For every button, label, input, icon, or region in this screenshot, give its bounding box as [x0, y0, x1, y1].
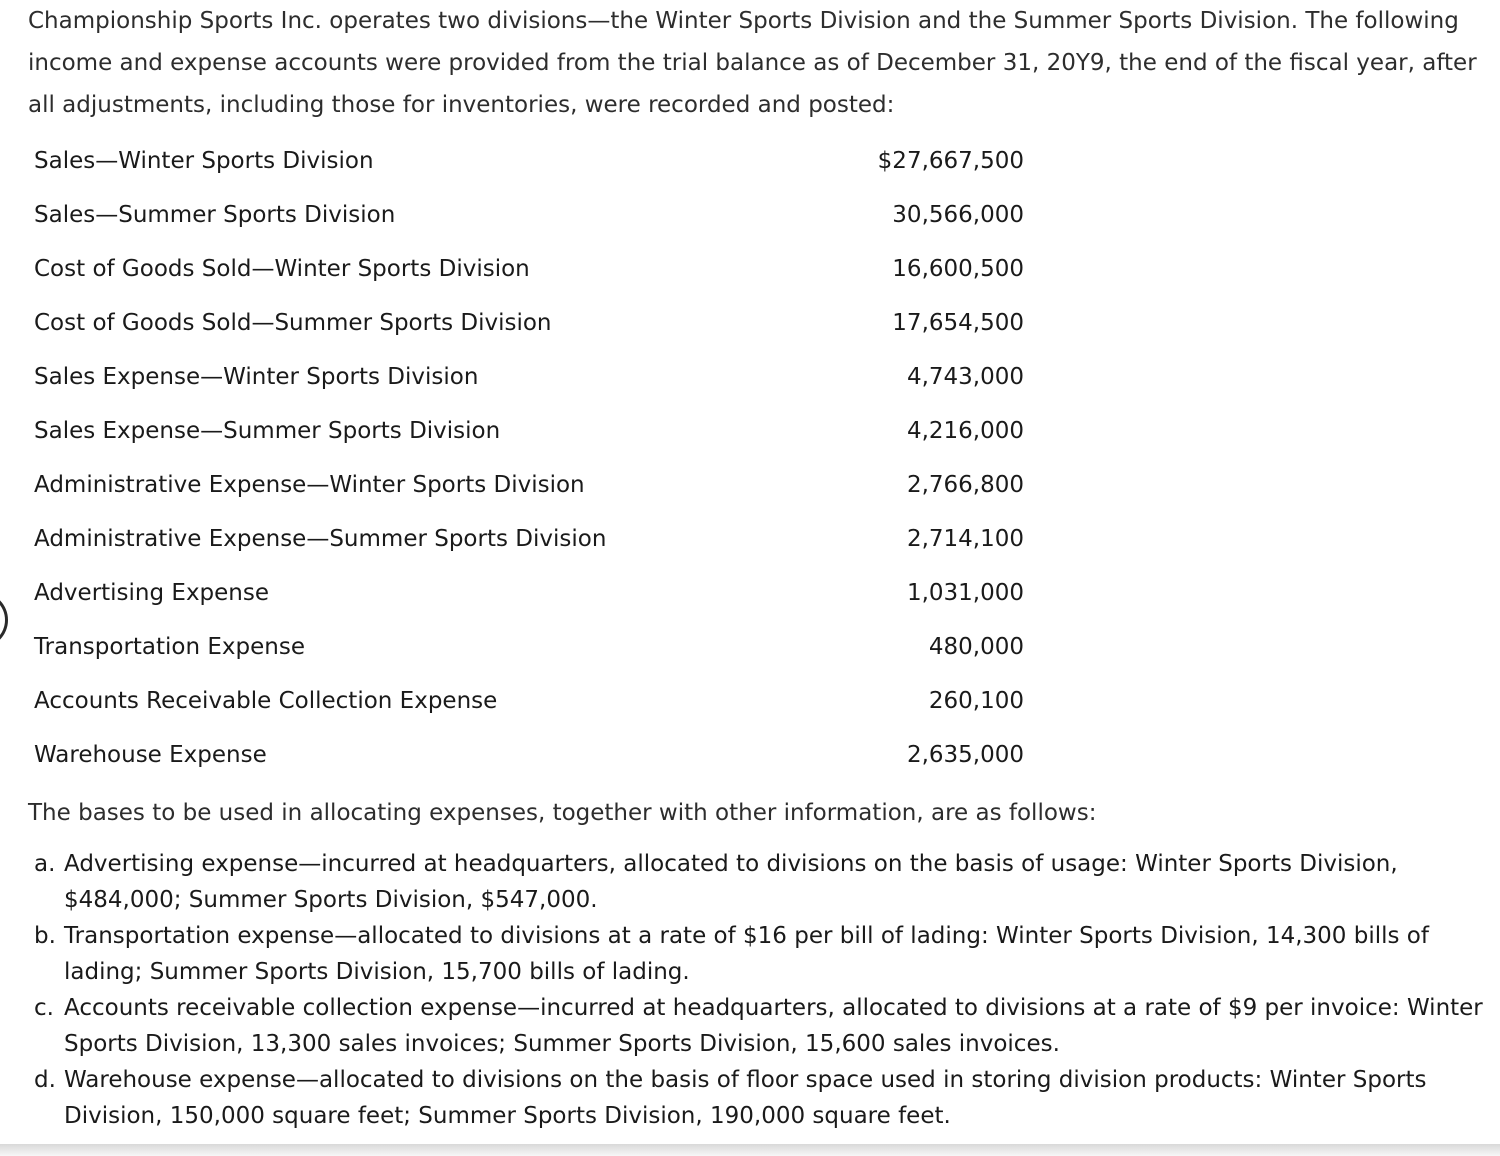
list-item	[34, 918, 1494, 990]
account-amount: 2,766,800	[906, 472, 1024, 498]
list-item-text: Warehouse expense—allocated to divisions on the basis of floor space used in storing division products: Winter Sports Division, 150,000 square feet; Summer Sports Division, 190,000 square feet.	[64, 1067, 1427, 1129]
account-label: Transportation Expense	[34, 634, 305, 660]
account-amount: $27,667,500	[877, 148, 1024, 174]
account-row	[34, 242, 1024, 296]
bottom-edge-divider	[0, 1144, 1500, 1156]
list-item	[34, 990, 1494, 1062]
account-label: Cost of Goods Sold—Summer Sports Division	[34, 310, 552, 336]
account-amount: 30,566,000	[892, 202, 1024, 228]
account-label: Administrative Expense—Winter Sports Division	[34, 472, 585, 498]
account-row	[34, 674, 1024, 728]
list-item-text: Accounts receivable collection expense—incurred at headquarters, allocated to divisions at a rate of $9 per invoice: Winter Sports Division, 13,300 sales invoices; Summer Sports Division, 15,600 sales invoices.	[64, 995, 1483, 1057]
account-label: Sales—Summer Sports Division	[34, 202, 396, 228]
account-row	[34, 566, 1024, 620]
account-amount: 260,100	[928, 688, 1024, 714]
account-amount: 4,216,000	[906, 418, 1024, 444]
account-row	[34, 512, 1024, 566]
bases-list	[34, 846, 1494, 1134]
account-label: Warehouse Expense	[34, 742, 267, 768]
account-row	[34, 134, 1024, 188]
account-row	[34, 188, 1024, 242]
account-label: Cost of Goods Sold—Winter Sports Division	[34, 256, 530, 282]
account-row	[34, 350, 1024, 404]
list-item-letter: d.	[34, 1067, 56, 1093]
account-amount: 4,743,000	[906, 364, 1024, 390]
list-item-letter: a.	[34, 851, 56, 877]
account-amount: 2,714,100	[906, 526, 1024, 552]
list-item	[34, 1062, 1494, 1134]
account-amount: 2,635,000	[906, 742, 1024, 768]
account-row	[34, 296, 1024, 350]
account-row	[34, 620, 1024, 674]
account-label: Administrative Expense—Summer Sports Division	[34, 526, 607, 552]
account-amount: 16,600,500	[892, 256, 1024, 282]
account-row	[34, 458, 1024, 512]
account-amount: 1,031,000	[906, 580, 1024, 606]
account-row	[34, 728, 1024, 782]
intro-paragraph: Championship Sports Inc. operates two divisions—the Winter Sports Division and the Summer Sports Division. The following income and expense accounts were provided from the trial balance as of December 31, 20Y9, the end of the fiscal year, after all adjustments, including those for inventories, were recorded and posted:	[28, 8, 1477, 118]
list-item	[34, 846, 1494, 918]
account-amount: 480,000	[928, 634, 1024, 660]
account-amount: 17,654,500	[892, 310, 1024, 336]
account-row	[34, 404, 1024, 458]
list-item-text: Advertising expense—incurred at headquarters, allocated to divisions on the basis of usage: Winter Sports Division, $484,000; Summer Sports Division, $547,000.	[64, 851, 1398, 913]
list-item-text: Transportation expense—allocated to divisions at a rate of $16 per bill of lading: Winter Sports Division, 14,300 bills of lading; Summer Sports Division, 15,700 bills of lading.	[64, 923, 1429, 985]
account-label: Sales Expense—Summer Sports Division	[34, 418, 501, 444]
bases-intro: The bases to be used in allocating expenses, together with other information, are as follows:	[28, 800, 1097, 826]
list-item-letter: b.	[34, 923, 56, 949]
account-label: Sales Expense—Winter Sports Division	[34, 364, 479, 390]
account-label: Advertising Expense	[34, 580, 270, 606]
account-label: Sales—Winter Sports Division	[34, 148, 374, 174]
side-panel-toggle-icon[interactable]	[0, 592, 8, 648]
account-label: Accounts Receivable Collection Expense	[34, 688, 498, 714]
list-item-letter: c.	[34, 995, 54, 1021]
accounts-table	[34, 134, 1024, 782]
